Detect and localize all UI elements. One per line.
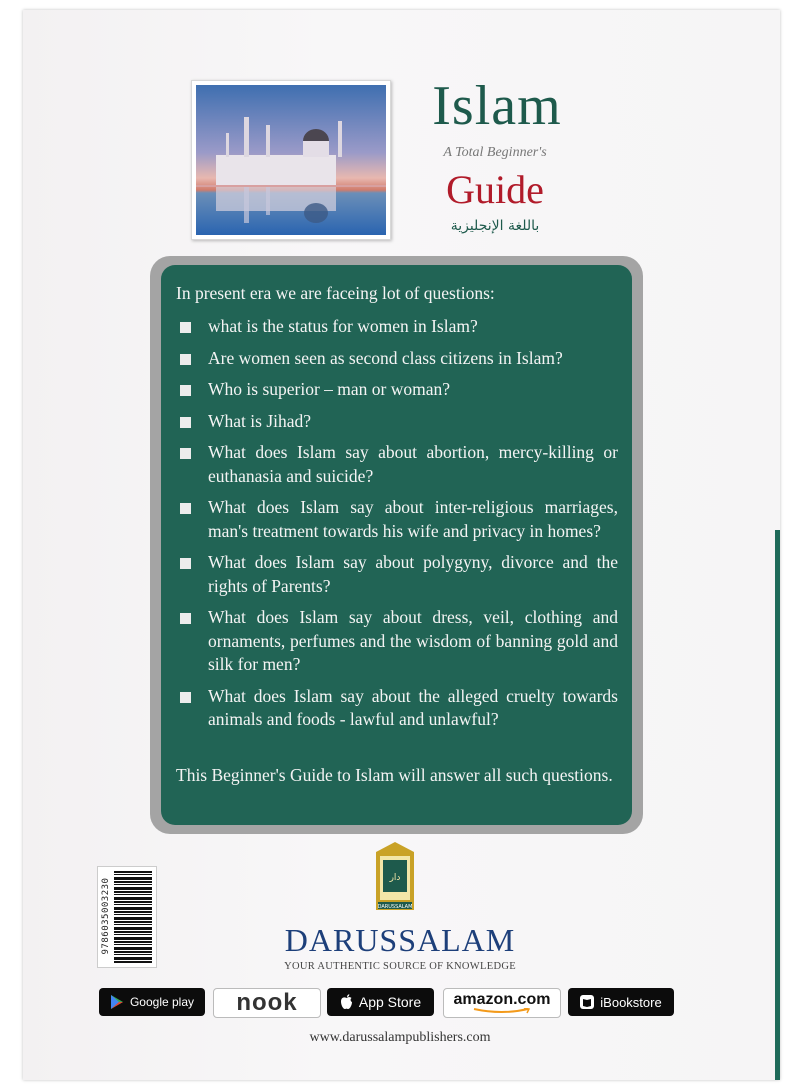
app-store-badge[interactable] [327,988,434,1016]
apple-icon [340,994,353,1010]
question-text: What does Islam say about abortion, mercy-killing or euthanasia and suicide? [208,442,618,486]
question-text: What is Jihad? [208,410,312,431]
question-item [176,685,618,732]
square-bullet-icon [180,692,191,703]
amazon-label: amazon.com [453,991,551,1008]
panel-intro: In present era we are faceing lot of questions: [176,283,495,303]
square-bullet-icon [180,558,191,569]
isbn-number: 9786035003230 [101,877,111,955]
google-play-icon [110,994,124,1010]
isbn-barcode [97,866,157,968]
amazon-smile-icon [472,1008,532,1014]
square-bullet-icon [180,385,191,396]
publisher-url[interactable]: www.darussalampublishers.com [309,1030,491,1045]
square-bullet-icon [180,503,191,514]
square-bullet-icon [180,448,191,459]
question-item [176,606,618,677]
question-text: what is the status for women in Islam? [208,316,478,336]
svg-text:دار: دار [389,873,401,883]
mosque-illustration [196,85,386,235]
book-title: Islam [432,75,562,137]
question-item [176,441,618,488]
question-text: What does Islam say about polygyny, divorce and the rights of Parents? [208,552,618,596]
app-store-label: App Store [358,994,422,1010]
panel-outro: This Beginner's Guide to Islam will answer all such questions. [176,765,613,785]
question-list [176,315,618,732]
book-subtitle: A Total Beginner's [443,145,547,160]
square-bullet-icon [180,354,191,365]
questions-panel [161,265,632,825]
book-spine-edge [775,530,780,1080]
nook-badge[interactable] [213,988,321,1018]
google-play-label: Google play [129,995,195,1009]
barcode-bars [114,871,152,963]
logo-text: DARUSSALAM [377,904,413,910]
ibookstore-label: iBookstore [600,994,662,1010]
square-bullet-icon [180,417,191,428]
question-text: What does Islam say about inter-religious marriages, man's treatment towards his wife and privacy in homes? [208,497,618,541]
book-title-arabic: باللغة الإنجليزية [450,218,540,234]
publisher-name: DARUSSALAM [284,922,516,958]
question-text: What does Islam say about dress, veil, clothing and ornaments, perfumes and the wisdom of banning gold and silk for men? [208,607,618,674]
question-text: Are women seen as second class citizens in Islam? [208,347,563,368]
square-bullet-icon [180,322,191,333]
cover-photo-mosque [191,80,391,240]
question-item [176,410,618,434]
nook-label: nook [236,989,298,1016]
question-item [176,347,618,371]
darussalam-logo-icon [368,840,422,912]
question-item [176,378,618,402]
publisher-tagline: YOUR AUTHENTIC SOURCE OF KNOWLEDGE [284,961,516,972]
square-bullet-icon [180,613,191,624]
book-title-guide: Guide [446,167,544,212]
question-text: Who is superior – man or woman? [208,379,451,399]
google-play-badge[interactable] [99,988,205,1016]
ibooks-icon [580,995,594,1009]
question-text: What does Islam say about the alleged cruelty towards animals and foods - lawful and unlawful? [208,685,618,729]
amazon-badge[interactable] [443,988,561,1018]
question-item [176,496,618,543]
question-item [176,315,618,339]
question-item [176,551,618,598]
ibookstore-badge[interactable] [568,988,674,1016]
